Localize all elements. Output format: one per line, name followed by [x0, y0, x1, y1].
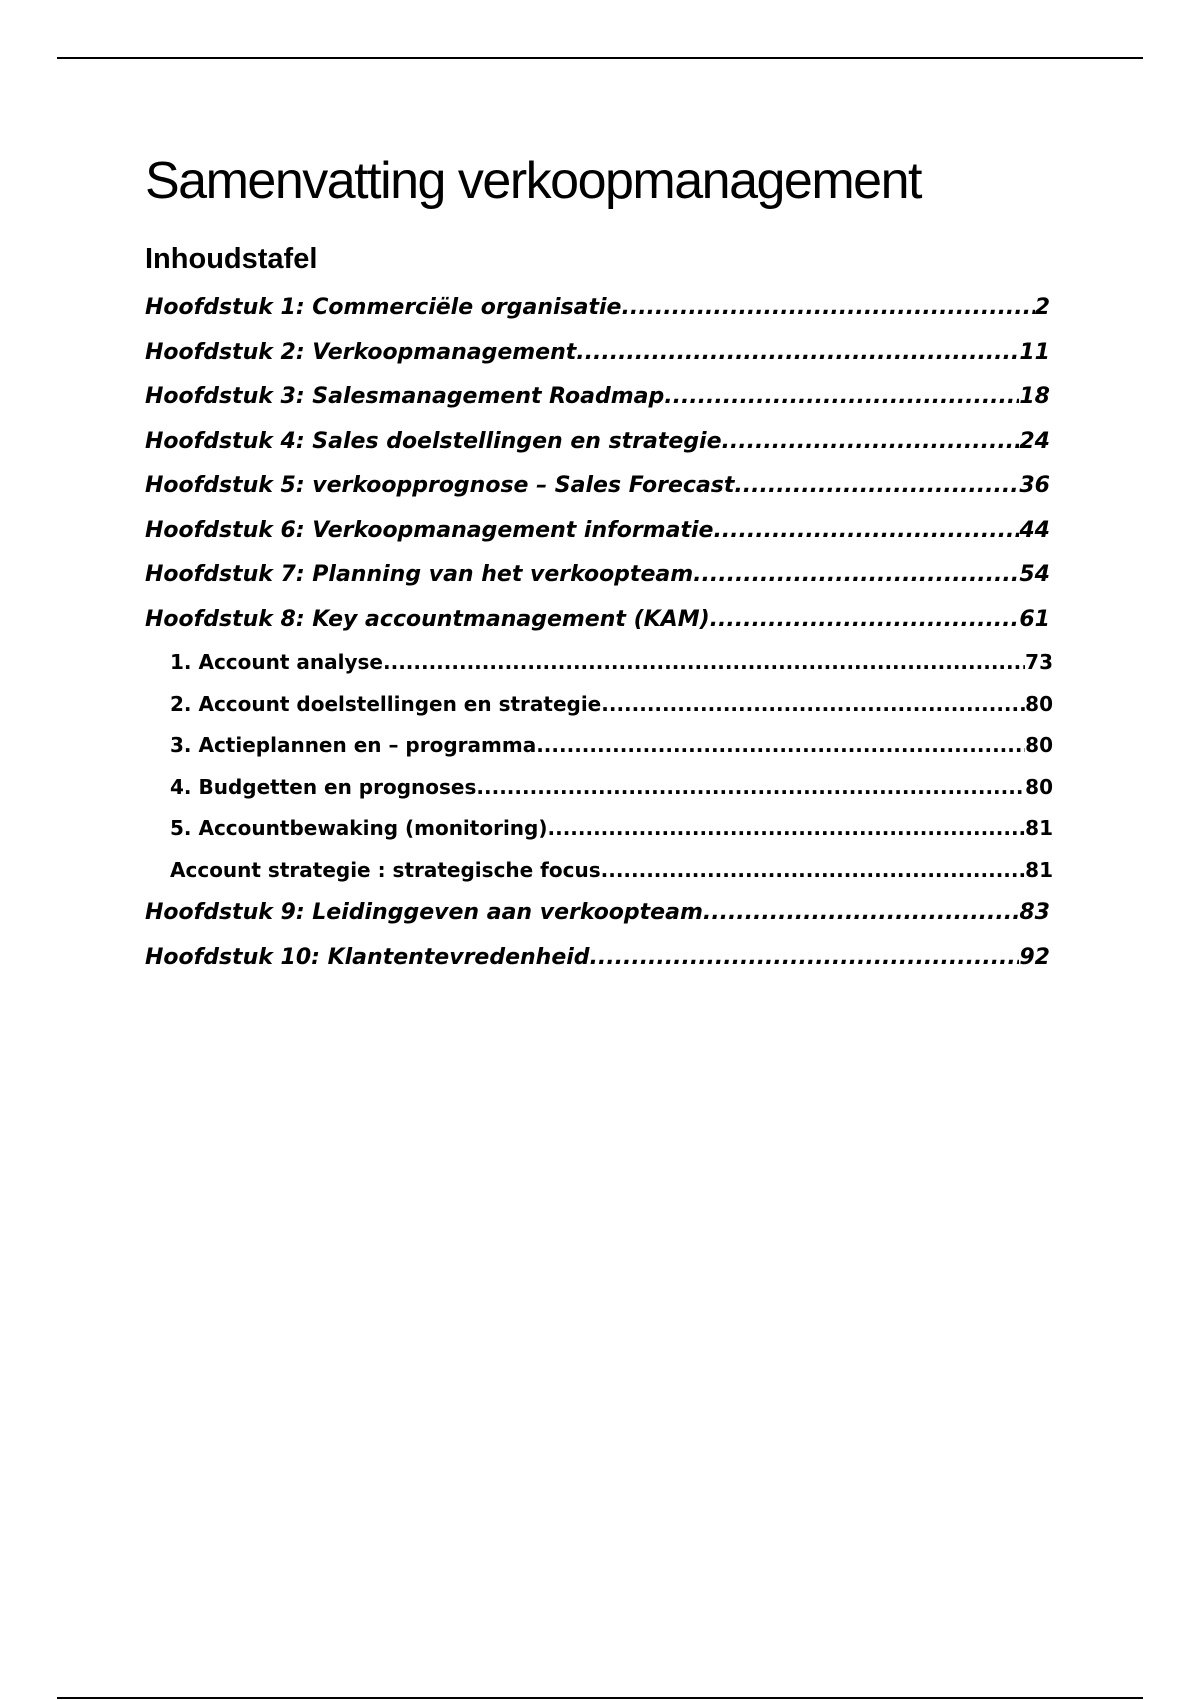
document-body: [145, 148, 1053, 980]
toc-page-number: 61: [1019, 606, 1050, 632]
toc-dot-leader: [713, 509, 1019, 554]
toc-page-number: 80: [1025, 691, 1053, 716]
toc-page-number: 11: [1019, 339, 1050, 365]
toc-dot-leader: [722, 420, 1020, 465]
toc-page-number: 80: [1025, 733, 1053, 757]
toc-chapter-entry[interactable]: [145, 509, 1050, 554]
header-rule: [57, 57, 1143, 59]
toc-dot-leader: [383, 642, 1025, 684]
toc-chapter-entry[interactable]: [145, 891, 1050, 936]
toc-chapter-entry[interactable]: [145, 420, 1050, 465]
toc-chapter-entry[interactable]: [145, 375, 1050, 420]
toc-entry-label: Hoofdstuk 9: Leidinggeven aan verkoopteam: [145, 900, 703, 925]
toc-entry-label: Account strategie : strategische focus: [170, 857, 601, 882]
toc-page-number: 73: [1025, 650, 1053, 674]
toc-heading: Inhoudstafel: [145, 243, 318, 275]
toc-page-number: 81: [1025, 857, 1053, 882]
toc-page-number: 36: [1019, 473, 1050, 498]
toc-entry-label: Hoofdstuk 3: Salesmanagement Roadmap: [145, 384, 665, 409]
toc-section-entry[interactable]: [145, 808, 1053, 850]
toc-dot-leader: [476, 767, 1025, 809]
toc-entry-label: 2. Account doelstellingen en strategie: [170, 691, 602, 716]
toc-entry-label: 4. Budgetten en prognoses: [170, 774, 477, 799]
toc-page-number: 2: [1034, 295, 1050, 320]
toc-page-number: 54: [1019, 562, 1050, 587]
table-of-contents: [145, 286, 1053, 980]
toc-dot-leader: [590, 936, 1020, 981]
toc-chapter-entry[interactable]: [145, 464, 1050, 509]
toc-chapter-entry[interactable]: [145, 553, 1050, 598]
toc-section-entry[interactable]: [145, 767, 1053, 809]
footer-rule: [57, 1697, 1143, 1699]
toc-section-entry[interactable]: [145, 642, 1053, 684]
toc-dot-leader: [536, 725, 1025, 767]
toc-dot-leader: [601, 850, 1026, 892]
toc-entry-label: Hoofdstuk 2: Verkoopmanagement: [145, 339, 577, 365]
toc-entry-label: Hoofdstuk 10: Klantentevredenheid: [145, 944, 590, 970]
toc-section-entry[interactable]: [145, 725, 1053, 767]
toc-dot-leader: [693, 553, 1019, 598]
toc-entry-label: 3. Actieplannen en – programma: [170, 733, 537, 757]
toc-page-number: 80: [1025, 774, 1053, 799]
toc-page-number: 92: [1019, 944, 1050, 970]
toc-entry-label: Hoofdstuk 7: Planning van het verkoopteam: [145, 562, 694, 587]
toc-page-number: 83: [1019, 900, 1050, 925]
toc-entry-label: 1. Account analyse: [170, 650, 383, 674]
toc-dot-leader: [601, 684, 1025, 726]
toc-chapter-entry[interactable]: [145, 936, 1050, 981]
toc-entry-label: Hoofdstuk 6: Verkoopmanagement informatie: [145, 517, 714, 543]
toc-chapter-entry[interactable]: [145, 286, 1050, 331]
document-title: Samenvatting verkoopmanagement: [145, 152, 921, 210]
toc-page-number: 44: [1019, 517, 1050, 543]
toc-dot-leader: [664, 375, 1019, 420]
toc-section-entry[interactable]: [145, 850, 1053, 892]
toc-page-number: 18: [1019, 384, 1050, 409]
toc-dot-leader: [576, 331, 1019, 376]
toc-entry-label: Hoofdstuk 5: verkoopprognose – Sales Forecast: [145, 473, 735, 498]
toc-entry-label: 5. Accountbewaking (monitoring): [170, 816, 548, 840]
toc-chapter-entry[interactable]: [145, 598, 1050, 643]
toc-entry-label: Hoofdstuk 4: Sales doelstellingen en strategie: [145, 428, 722, 454]
toc-section-entry[interactable]: [145, 684, 1053, 726]
toc-entry-label: Hoofdstuk 8: Key accountmanagement (KAM): [145, 606, 710, 632]
toc-dot-leader: [548, 808, 1026, 850]
toc-chapter-entry[interactable]: [145, 331, 1050, 376]
toc-dot-leader: [734, 464, 1019, 509]
toc-dot-leader: [710, 598, 1020, 643]
toc-page-number: 24: [1019, 428, 1050, 454]
toc-dot-leader: [703, 891, 1020, 936]
toc-page-number: 81: [1025, 816, 1053, 840]
toc-entry-label: Hoofdstuk 1: Commerciële organisatie: [145, 295, 622, 320]
toc-dot-leader: [621, 286, 1034, 331]
